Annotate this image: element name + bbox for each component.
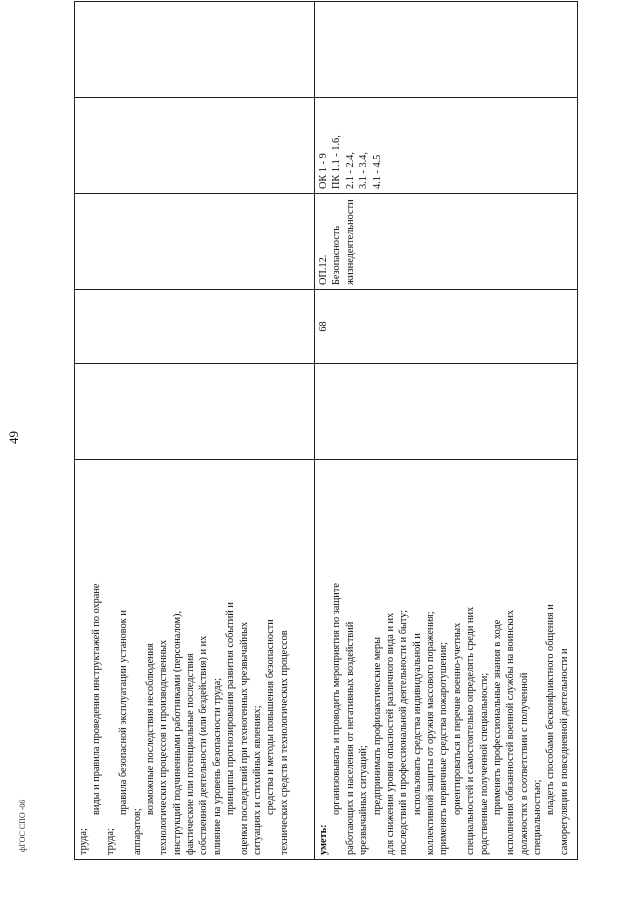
empty-cell: [75, 364, 315, 460]
empty-cell: [315, 2, 578, 98]
table-row: [75, 2, 315, 860]
text-line: технических средств и технологических процессов: [278, 630, 290, 855]
footer-code: фГОС СПО -06: [18, 799, 27, 852]
text-line: коллективной защиты от оружия массового поражения;: [425, 611, 436, 855]
knowledge-cell: [75, 460, 315, 860]
text-line: уметь:: [318, 824, 329, 855]
text-line: труда;: [78, 828, 89, 855]
text-line: организовывать и проводить мероприятия по защите: [331, 583, 343, 815]
hours-cell: [75, 290, 315, 364]
text-line: исполнения обязанностей военной службы на воинских: [505, 610, 517, 855]
text-line: влияние на уровень безопасности труда;: [211, 677, 223, 855]
table-row: [315, 2, 578, 860]
text-line: саморегуляции в повседневной деятельности и: [558, 648, 570, 855]
competencies-cell: [315, 98, 578, 194]
text-line: должностях в соответствии с полученной: [518, 672, 530, 855]
text-line: инструкций подчиненными работниками (персоналом),: [171, 610, 183, 855]
competency-line: ОК 1 - 9: [318, 153, 329, 189]
skills-cell: [315, 460, 578, 860]
text-line: технологических процессов и производственных: [158, 639, 170, 855]
text-line: ориентироваться в перечне военно-учетных: [451, 622, 463, 815]
empty-cell: [75, 2, 315, 98]
discipline-line: ОП.12.: [318, 254, 329, 285]
empty-cell: [315, 364, 578, 460]
text-line: чрезвычайных ситуаций;: [358, 745, 370, 855]
text-line: применять первичные средства пожаротушения;: [438, 642, 450, 855]
text-line: использовать средства индивидуальной и: [411, 633, 423, 815]
text-line: собственной деятельности (или бездействия) и их: [198, 635, 210, 855]
standard-table: [74, 1, 578, 860]
text-line: средства и методы повышения безопасности: [265, 619, 277, 815]
discipline-cell: [75, 194, 315, 290]
text-line: родственные полученной специальности;: [478, 672, 490, 855]
text-line: фактические или потенциальные последствия: [185, 653, 196, 855]
text-line: специальностью;: [532, 779, 543, 855]
competency-line: ПК 1.1 - 1.6,: [331, 135, 343, 189]
text-line: аппаратов;: [131, 808, 143, 855]
page-number: 49: [6, 431, 21, 444]
competency-line: 3.1 - 3.4,: [358, 152, 370, 189]
competency-line: 2.1 - 2.4,: [344, 152, 356, 189]
text-line: возможные последствия несоблюдения: [144, 643, 156, 815]
text-line: труда;: [104, 828, 116, 855]
text-line: оценки последствий при техногенных чрезвычайных: [238, 621, 250, 855]
text-line: принципы прогнозирования развития событий и: [225, 602, 237, 815]
discipline-cell: [315, 194, 578, 290]
text-line: последствий в профессиональной деятельности и быту;: [398, 609, 410, 855]
text-line: виды и правила проведения инструктажей по охране: [91, 583, 103, 815]
text-line: владеть способами бесконфликтного общения и: [545, 604, 557, 815]
discipline-line: Безопасность: [331, 225, 343, 285]
text-line: ситуациях и стихийных явлениях;: [251, 705, 263, 855]
text-line: предпринимать профилактические меры: [371, 636, 383, 815]
competencies-cell: [75, 98, 315, 194]
discipline-line: жизнедеятельности: [344, 199, 356, 285]
hours-cell: 68: [315, 290, 578, 364]
text-line: применять профессиональные знания в ходе: [491, 619, 503, 815]
text-line: для снижения уровня опасностей различного вида и их: [384, 612, 396, 855]
text-line: правила безопасной эксплуатации установок и: [118, 610, 130, 815]
competency-line: 4.1 - 4.5: [371, 154, 383, 189]
text-line: специальностей и самостоятельно определять среди них: [465, 606, 477, 855]
text-line: работающих и населения от негативных воздействий: [344, 621, 356, 855]
